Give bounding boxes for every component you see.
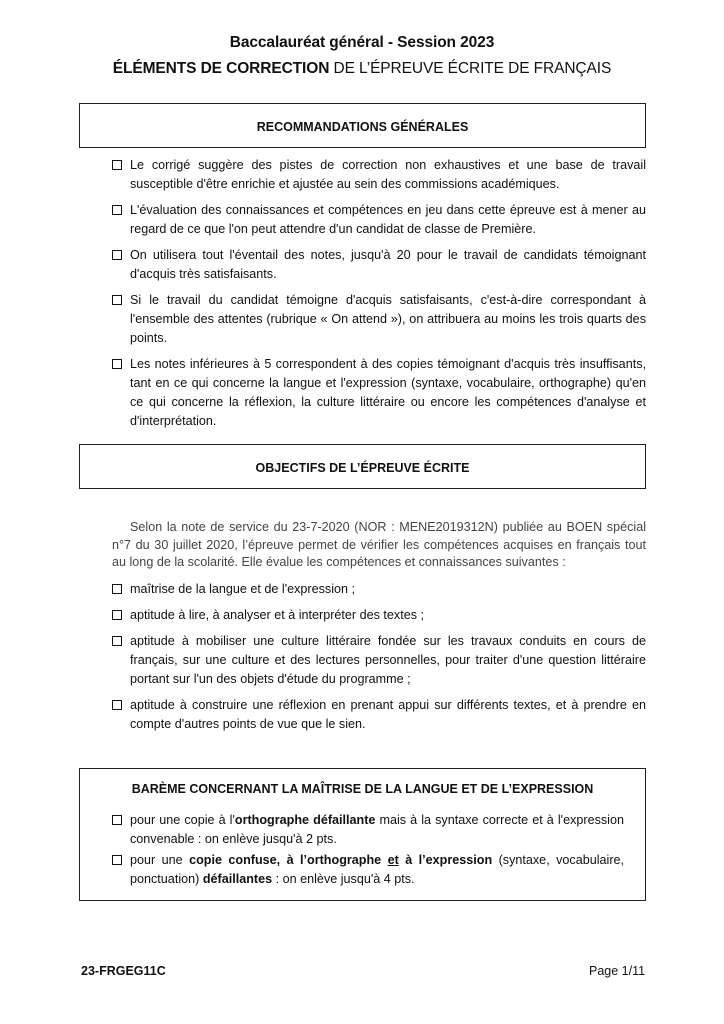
footer-code: 23-FRGEG11C (81, 964, 166, 978)
recommandations-heading-box (79, 103, 646, 148)
list-item: aptitude à construire une réflexion en prenant appui sur différents textes, et à prendre en compte d'autres points de vue que le sien. (112, 696, 646, 734)
checkbox-icon (112, 610, 122, 620)
list-item: Le corrigé suggère des pistes de correction non exhaustives et une base de travail susceptible d'être enrichie et ajustée au sein des commissions académiques. (112, 156, 646, 194)
document-subtitle (0, 60, 724, 78)
checkbox-icon (112, 700, 122, 710)
checkbox-icon (112, 295, 122, 305)
list-item: pour une copie confuse, à l’orthographe et à l’expression (syntaxe, vocabulaire, ponctuation) défaillantes : on enlève jusqu'à 4 pts. (112, 851, 624, 889)
checkbox-icon (112, 815, 122, 825)
objectifs-list (112, 580, 646, 741)
recommandations-heading: RECOMMANDATIONS GÉNÉRALES (256, 119, 469, 134)
bareme-heading: BARÈME CONCERNANT LA MAÎTRISE DE LA LANGUE ET DE L’EXPRESSION (131, 782, 594, 796)
checkbox-icon (112, 160, 122, 170)
bareme-box (79, 768, 646, 901)
list-item: aptitude à lire, à analyser et à interpréter des textes ; (112, 606, 646, 625)
list-item: L'évaluation des connaissances et compétences en jeu dans cette épreuve est à mener au regard de ce que l'on peut attendre d'un candidat de classe de Première. (112, 201, 646, 239)
document-title: Baccalauréat général - Session 2023 (229, 34, 495, 51)
subtitle-rest: DE L’ÉPREUVE ÉCRITE DE FRANÇAIS (329, 60, 612, 77)
list-item: Les notes inférieures à 5 correspondent à des copies témoignant d'acquis très insuffisants, tant en ce qui concerne la langue et l'expression (syntaxe, vocabulaire, orthographe) qu'en ce qui concerne la réflexion, la culture littéraire ou encore les compétences d'analyse et d'interprétation. (112, 355, 646, 431)
bareme-list (112, 811, 624, 891)
footer-page-number: Page 1/11 (589, 964, 646, 978)
checkbox-icon (112, 636, 122, 646)
list-item: On utilisera tout l'éventail des notes, jusqu'à 20 pour le travail de candidats témoignant d'acquis très satisfaisants. (112, 246, 646, 284)
objectifs-intro: Selon la note de service du 23-7-2020 (NOR : MENE2019312N) publiée au BOEN spécial n°7 du 30 juillet 2020, l’épreuve permet de vérifier les compétences acquises en français tout au long de la scolarité. Elle évalue les compétences et connaissances suivantes : (112, 520, 646, 569)
recommandations-list (112, 156, 646, 438)
objectifs-heading-box (79, 444, 646, 489)
checkbox-icon (112, 250, 122, 260)
checkbox-icon (112, 205, 122, 215)
checkbox-icon (112, 855, 122, 865)
checkbox-icon (112, 359, 122, 369)
objectifs-heading: OBJECTIFS DE L’ÉPREUVE ÉCRITE (255, 460, 470, 475)
list-item: pour une copie à l'orthographe défaillante mais à la syntaxe correcte et à l'expression convenable : on enlève jusqu'à 2 pts. (112, 811, 624, 849)
list-item: aptitude à mobiliser une culture littéraire fondée sur les travaux conduits en cours de français, sur une culture et des lectures personnelles, pour traiter d'une question littéraire portant sur l'un des objets d'étude du programme ; (112, 632, 646, 689)
subtitle-bold: ÉLÉMENTS DE CORRECTION (112, 60, 330, 77)
checkbox-icon (112, 584, 122, 594)
list-item: maîtrise de la langue et de l'expression ; (112, 580, 646, 599)
list-item: Si le travail du candidat témoigne d'acquis satisfaisants, c'est-à-dire correspondant à l'ensemble des attentes (rubrique « On attend »), on attribuera au moins les trois quarts des points. (112, 291, 646, 348)
